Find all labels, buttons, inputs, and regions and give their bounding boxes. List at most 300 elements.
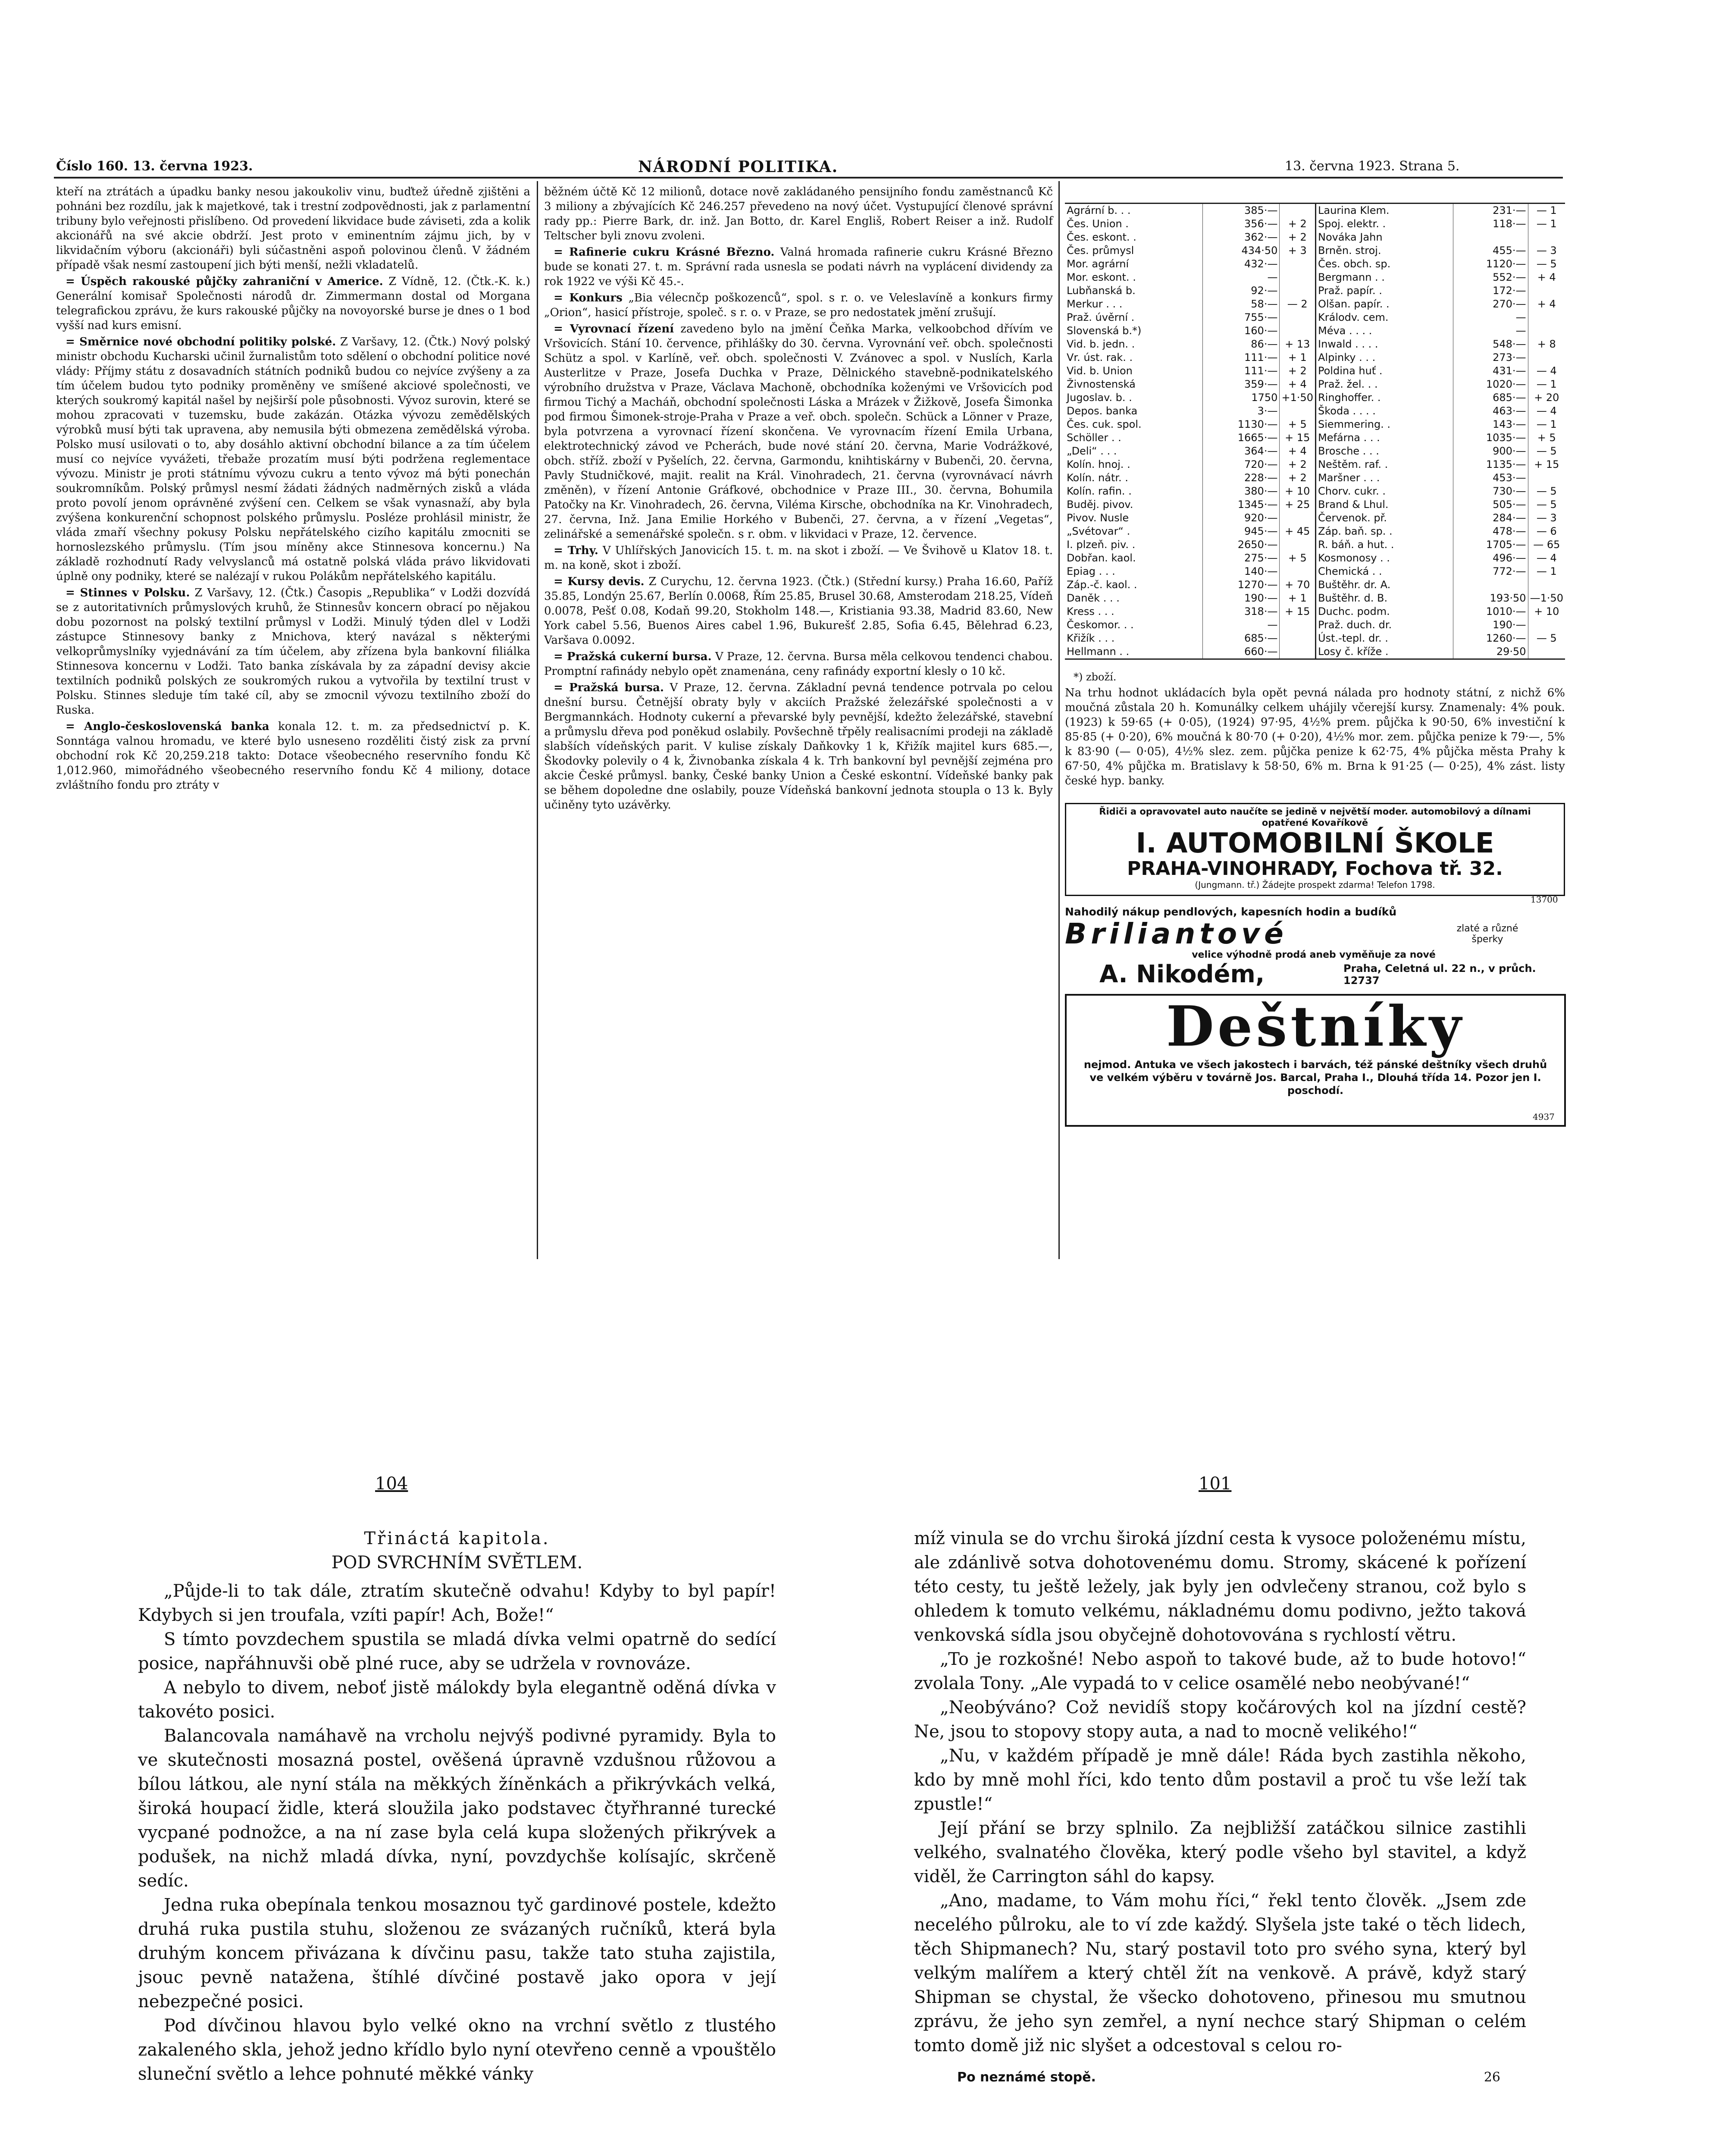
ad-number: 13700 [1531,894,1558,905]
novel-paragraph: „To je rozkošné! Nebo aspoň to takové bude, až to bude hotovo!“ zvolala Tony. „Ale vypadá to v celice osamělé nebo neobývané!“ [914,1649,1526,1693]
novel-paragraph: S tímto povzdechem spustila se mladá dívka velmi opatrně do sedící posice, napřáhnuvši obě plné ruce, aby se udržela v rovnováze. [138,1630,776,1673]
quote-price: 111·— [1202,364,1279,378]
quote-name: Agrární b. . . [1067,204,1131,216]
quote-change [1528,471,1565,485]
quote-price: 434·50 [1202,244,1279,257]
quote-change [1280,204,1315,217]
driving-school-ad [1065,803,1565,896]
quote-change: + 2 [1280,217,1315,231]
quote-price: 453·— [1453,471,1528,485]
quote-price: 685·— [1453,391,1528,404]
quote-name: Praž. papír. . [1316,284,1453,298]
ad-title: I. AUTOMOBILNÍ ŠKOLE [1136,827,1494,859]
novel-paragraph: A nebylo to divem, neboť jistě málokdy byla elegantně oděná dívka v takovéto posici. [138,1678,776,1722]
quote-change [1528,351,1565,364]
quote-row [1065,538,1315,552]
jewellery-ad [1065,906,1562,990]
quote-row [1065,605,1315,618]
quote-row [1065,565,1315,578]
quote-change: + 25 [1280,498,1315,511]
quote-price: 1130·— [1202,418,1279,431]
quote-row [1065,418,1315,431]
quote-change: + 2 [1280,364,1315,378]
quote-name: Pivov. Nusle [1067,512,1129,524]
quote-row [1065,271,1315,284]
ad-title: Briliantové [1065,917,1288,950]
quote-price [1453,578,1528,592]
quote-row [1316,391,1565,404]
quote-change: — 4 [1528,364,1565,378]
article-heading: = Anglo-československá banka konala 12. t. m. za předsednictví p. K. Sonntága valnou hromadu, ve které bylo usneseno rozděliti čistý zisk za první obchodní rok Kč 20,259.218 takto: Dotace všeobecného reservního fondu Kč 1,012.960, mimořádného všeobecného reservního fondu Kč 4 miliony, dotace zvláštního fondu pro ztráty v [56,720,530,792]
ad-text: velice výhodně prodá aneb vyměňuje za nové [1192,950,1436,960]
column-rule-2 [1058,181,1060,1259]
quote-price: 730·— [1453,485,1528,498]
ad-text: nejmod. Antuka ve všech jakostech i barvách, též pánské deštníky všech druhů ve velkém výběru v továrně Jos. Barcal, Praha I., Dlouhá třída 14. Pozor jen I. poschodí. [1083,1059,1547,1097]
quote-name: Čes. cuk. spol. [1067,418,1142,430]
quote-price: 359·— [1202,378,1279,391]
quote-row [1316,204,1565,217]
quote-price: — [1453,311,1528,324]
quote-change: — 4 [1528,552,1565,565]
quote-row [1065,391,1315,404]
quote-change: — 5 [1528,632,1565,645]
quote-change: + 70 [1280,578,1315,592]
quote-name: Čes. průmysl [1067,244,1134,257]
quote-change: + 5 [1528,431,1565,445]
novel-paragraph: Jedna ruka obepínala tenkou mosaznou tyč gardinové postele, kdežto druhá ruka pustila stuhu, složenou ze svázaných ručníků, která byla druhým koncem přivázana k dívčinu pasu, takže tato stuha zajistila, jsouc pevně natažena, štíhlé dívčiné postavě jako opora v její nebezpečné posici. [138,1895,776,2012]
quote-price: 548·— [1453,338,1528,351]
article-heading: = Kursy devis. Z Curychu, 12. června 1923. (Čtk.) (Střední kursy.) Praha 16.60, Paříž 35.85, Londýn 25.67, Berlín 0.0068, Řím 25.85, Brusel 30.68, Amsterodam 218.25, Vídeň 0.0078, Pešť 0.08, Kodaň 99.20, Stokholm 148.—, Kristiania 93.38, Madrid 83.60, New York cabel 5.56, Buenos Aires cabel 1.96, Bukurešť 2.85, Sofia 6.45, Bělehrad 6.23, Varšava 0.0092. [544,575,1053,647]
quote-name: Brněn. stroj. [1316,244,1453,257]
quote-row [1065,592,1315,605]
quote-change: + 15 [1528,458,1565,471]
quote-row [1316,485,1565,498]
quote-row [1065,378,1315,391]
quote-name: Duchc. podm. [1316,605,1453,618]
quote-price: 190·— [1202,592,1279,605]
quote-row [1316,418,1565,431]
quote-row [1316,298,1565,311]
quote-change: +1·50 [1280,391,1315,404]
quote-row [1316,511,1565,525]
quote-change: — 4 [1528,404,1565,418]
quote-row [1316,578,1565,592]
quote-row [1316,364,1565,378]
quote-price: 772·— [1453,565,1528,578]
quote-price: 1345·— [1202,498,1279,511]
quote-row [1065,618,1315,632]
quote-change: + 3 [1280,244,1315,257]
column-2 [544,185,1053,814]
ad-address: PRAHA-VINOHRADY, Fochova tř. 32. [1127,858,1503,880]
quote-change: — 1 [1528,378,1565,391]
quotes-text: Na trhu hodnot ukládacích byla opět pevná nálada pro hodnoty státní, z nichž 6% moučná zůstala 20 h. Komunálky celkem uhájily včerejší kursy. Znamenaly: 4% pouk. (1923) k 59·65 (+ 0·05), (1924) 97·95, 4½% prem. půjčka k 90·50, 6% investiční k 85·85 (+ 0·20), 6% moučná k 80·70 (+ 0·20), 4½% mor. zem. půjčka penize k 79·—, 5% k 83·90 (— 0·05), 4½% slez. zem. půjčka penize k 62·75, 4% půjčka města Prahy k 67·50, 4% půjčka m. Bratislavy k 58·50, 6% m. Brna k 91·25 (— 0·25), 4% zást. listy české hyp. banky. [1065,686,1565,787]
quote-name: Praž. žel. . . [1316,378,1453,391]
chapter-title: POD SVRCHNÍM SVĚTLEM. [331,1553,583,1573]
quote-row [1316,244,1565,257]
quote-change: — 5 [1528,498,1565,511]
quote-row [1316,271,1565,284]
quote-change: + 2 [1280,458,1315,471]
quote-name: Epiag . . . [1067,565,1115,577]
article-text: běžném účtě Kč 12 milionů, dotace nově zakládaného pensijního fondu zaměstnanců Kč 3 miliony a zbývajících Kč 246.257 převedeno na nový účet. Vystupující členové správní rady pp.: Pierre Bark, dr. inž. Jan Botto, dr. Karel Engliš, Robert Reiser a inž. Rudolf Teltscher byli znovu zvoleni. [544,185,1053,242]
quote-name: Spoj. elektr. . [1316,217,1453,231]
quote-change [1528,311,1565,324]
quote-name: Slovenská b.*) [1067,325,1142,337]
quote-row [1316,445,1565,458]
quote-name: Alpinky . . . [1316,351,1453,364]
quote-name: Brand & Lhul. [1316,498,1453,511]
quote-name: Daněk . . . [1067,592,1120,604]
quote-row [1065,364,1315,378]
quote-change: + 5 [1280,418,1315,431]
quote-name: „Deli“ . . . [1067,445,1117,457]
quote-name: Inwald . . . . [1316,338,1453,351]
quote-name: Kolín. hnoj. . [1067,458,1130,470]
quote-change: — 65 [1528,538,1565,552]
quote-name: Červenok. př. [1316,511,1453,525]
quote-name: „Svétovar“ . [1067,525,1130,537]
quote-name: Buštěhr. dr. A. [1316,578,1453,592]
quote-price: 1750 [1202,391,1279,404]
quote-price: 273·— [1453,351,1528,364]
quote-price: 1020·— [1453,378,1528,391]
quote-price: 478·— [1453,525,1528,538]
quote-price: 172·— [1453,284,1528,298]
quote-change [1280,271,1315,284]
quote-row [1316,284,1565,298]
masthead: NÁRODNÍ POLITIKA. [638,158,839,176]
quote-price: 118·— [1453,217,1528,231]
quote-row [1065,471,1315,485]
quote-row [1065,311,1315,324]
quote-change: + 45 [1280,525,1315,538]
quote-change: + 2 [1280,471,1315,485]
quote-price: 1035·— [1453,431,1528,445]
quote-change: + 8 [1528,338,1565,351]
quote-change: + 10 [1280,485,1315,498]
quote-change: + 4 [1280,445,1315,458]
quote-name: Králodv. cem. [1316,311,1453,324]
quote-price: — [1202,271,1279,284]
quote-change: + 2 [1280,231,1315,244]
quote-change: — 2 [1280,298,1315,311]
quote-price: 900·— [1453,445,1528,458]
quote-name: Hellmann . . [1067,646,1130,658]
quote-price: 660·— [1202,645,1279,658]
quote-change [1280,511,1315,525]
quote-name: Mor. agrární [1067,258,1129,270]
ad-text: Nahodilý nákup pendlových, kapesních hodin a budíků [1065,906,1397,918]
quote-change [1280,404,1315,418]
quote-name: Brosche . . . [1316,445,1453,458]
quote-price: 58·— [1202,298,1279,311]
quote-price: 160·— [1202,324,1279,338]
quote-name: Merkur . . . [1067,298,1123,310]
quote-row [1065,244,1315,257]
quote-change [1528,645,1565,658]
quote-name: Čes. Union . [1067,218,1129,230]
quote-price: 1270·— [1202,578,1279,592]
novel-paragraph: „Nu, v každém případě je mně dále! Ráda bych zastihla někoho, kdo by mně mohl říci, kdo tento dům postavil a proč tu vše leží tak zpustle!“ [914,1746,1526,1814]
quote-price: 720·— [1202,458,1279,471]
chapter-number: Třináctá kapitola. [364,1529,550,1548]
ad-text: zlaté a různé šperky [1456,923,1518,945]
quote-change [1280,565,1315,578]
article-heading: = Úspěch rakouské půjčky zahraniční v Americe. Z Vídně, 12. (Čtk.-K. k.) Generální komisař Společnosti národů dr. Zimmermann dostal od Morgana telegrafickou zprávu, že kurs rakouské půjčky na novoyorské burse je dnes o 1 bod vyšší nad kurs emisní. [56,275,531,332]
quote-price: 1120·— [1453,257,1528,271]
novel-paragraph: „Půjde-li to tak dále, ztratím skutečně odvahu! Kdyby to byl papír! Kdybych si jen troufala, vzíti papír! Ach, Bože!“ [138,1581,776,1625]
quote-name: Živnostenská [1067,378,1136,390]
quote-row [1316,378,1565,391]
quote-row [1065,204,1315,217]
quote-row [1065,404,1315,418]
quote-name: Depos. banka [1067,405,1138,417]
quote-name: Českomor. . . [1067,619,1134,631]
quote-price: 385·— [1202,204,1279,217]
quote-row [1316,618,1565,632]
quote-change: — 6 [1528,525,1565,538]
quote-name: Čes. obch. sp. [1316,257,1453,271]
quote-change [1280,311,1315,324]
page-info: 13. června 1923. Strana 5. [1285,159,1460,174]
quote-change: + 15 [1280,605,1315,618]
quote-row [1316,231,1565,244]
quote-row [1065,338,1315,351]
quote-change: —1·50 [1528,592,1565,605]
quote-row [1316,311,1565,324]
quote-name: Nováka Jahn [1316,231,1453,244]
quote-price: 190·— [1453,618,1528,632]
quote-name: Úst.-tepl. dr. . [1316,632,1453,645]
quote-row [1316,404,1565,418]
header-rule [54,177,1563,179]
quote-row [1316,338,1565,351]
quote-name: Kress . . . [1067,605,1114,617]
article-heading: = Konkurs „Bia vélecnčp poškozenců“, spol. s r. o. ve Veleslavíně a konkurs firmy „Orion“, hasicí přístroje, společ. s r. o. v Praze, se pro nedostatek jmění zrušují. [544,291,1053,319]
quote-change [1280,632,1315,645]
novel-page-left [138,1526,776,2086]
quotes-footnote: *) zboží. [1074,671,1117,683]
quote-change: — 3 [1528,511,1565,525]
quote-row [1065,645,1315,658]
quote-change [1528,324,1565,338]
quote-price: 1705·— [1453,538,1528,552]
quote-row [1316,605,1565,618]
quote-row [1065,231,1315,244]
quote-change: + 5 [1280,552,1315,565]
quote-name: Neštěm. raf. . [1316,458,1453,471]
column-1 [56,185,530,794]
quote-row [1065,298,1315,311]
quote-price [1453,231,1528,244]
quote-row [1316,217,1565,231]
quote-row [1316,458,1565,471]
quote-price: 552·— [1453,271,1528,284]
quote-name: Schöller . . [1067,432,1121,444]
quote-name: Praž. úvěrní . [1067,311,1135,323]
quote-row [1316,257,1565,271]
quote-change [1528,618,1565,632]
quote-change: — 1 [1528,204,1565,217]
quote-name: Mor. eskont. . [1067,271,1136,283]
quote-row [1316,632,1565,645]
quote-change: — 1 [1528,565,1565,578]
article-heading: = Rafinerie cukru Krásné Březno. Valná hromada rafinerie cukru Krásné Březno bude se konati 27. t. m. Správní rada usnesla se podati návrh na vyplácení dividendy za rok 1922 ve výši Kč 45.-. [544,246,1053,288]
quote-change: + 4 [1528,298,1565,311]
quote-price: 193·50 [1453,592,1528,605]
quote-name: Vid. b. Union [1067,365,1133,377]
quote-change [1280,645,1315,658]
quote-price: 86·— [1202,338,1279,351]
quote-row [1065,511,1315,525]
quote-row [1316,592,1565,605]
quote-name: Olšan. papír. . [1316,298,1453,311]
article-heading: = Vyrovnací řízení zavedeno bylo na jmění Čeňka Marka, velkoobchod dřívím ve Vršovicích. Stání 10. července, přihlášky do 30. června. Vyrovnání veř. obch. společnosti Schütz a spol. v Karlíně, veř. obch. společnosti V. Zvánovec a spol. v Nuslích, Karla Austerlitze v Praze, Josefa Duchka v Praze, Dělnického stavebně-podnikatelského výrobního družstva v Praze, Václava Machoně, obchodníka koženými ve Vršovicích pod firmou Tichý a Macháň, obchodní společnosti Láska a Mrázek v Žižkově, Josefa Šimonka pod firmou Šimonek-stroje-Praha v Praze a veř. obch. společn. Schück a Lönner v Praze, byla potvrzena a vyrovnací řízení skončena. Ve vyrovnacím řízení Emila Urbana, elektrotechnický závod ve Pcherách, bude nové stání 20. června, Marie Vodrážkové, obch. stříž. zboží v Pyšelích, 22. června, Garmondu, knihtiskárny v Bubenči, 20. června, Pavly Studničkové, majit. realit na Král. Vinohradech, 21. června (vyrovnávací návrh změněn), v řízení Antonie Gráfkové, obchodnice v Praze III., 30. června, Bohumila Patočky na Kr. Vinohradech, 26. června, Viléma Kirsche, obchodníka na Kr. Vinohradech, 27. června, Inž. Jana Emilie Horkého v Bubenči, 27. června, a v řízení „Vegetas“, zelinářské a semenářské společn. s r. obm. v likvidaci v Praze, 12. července. [544,323,1053,541]
quote-name: R. báň. a hut. . [1316,538,1453,552]
quote-name: Vid. b. jedn. . [1067,338,1135,350]
quote-price: 455·— [1453,244,1528,257]
quote-name: Křižík . . . [1067,632,1115,644]
quote-row [1065,431,1315,445]
quote-price: 143·— [1453,418,1528,431]
quote-row [1316,471,1565,485]
quote-price: 228·— [1202,471,1279,485]
article-heading: = Stinnes v Polsku. Z Varšavy, 12. (Čtk.) Časopis „Republika“ v Lodži dozvídá se z autoritativních průmyslových kruhů, že Stinnesův koncern obrací po nějakou dobu pozornost na polský textilní průmysl v Lodži. Minulý týden dlel v Lodži zástupce Stinnesovy banky z Mnichova, který navázal s některými velkoprůmyslníky vyjednávání za tím účelem, aby zřízena byla bankovní filiálka Stinnesova koncernu v Lodži. Tato banka získávala by za západní devisy akcie textilních podniků polských ze soukromých rukou a vytvořila by textilní trust v Polsku. Stinnes sleduje tím také cíl, aby se zmocnil vývozu textilního zboží do Ruska. [56,586,530,717]
quote-price: 1665·— [1202,431,1279,445]
stock-quotes [1065,203,1565,660]
quote-change [1280,538,1315,552]
ad-address: Praha, Celetná ul. 22 n., v průch. 12737 [1343,962,1536,987]
quote-row [1316,645,1565,658]
quote-row [1065,351,1315,364]
quote-row [1316,525,1565,538]
quote-row [1316,538,1565,552]
novel-paragraph: Její přání se brzy splnilo. Za nejbližší zatáčkou silnice zastihli velkého, svalnatého člověka, který podle všeho byl stavitel, a když viděl, že Carrington sáhl do kapsy. [914,1818,1526,1887]
quote-name: Losy č. kříže . [1316,645,1453,658]
column-rule-1 [537,181,538,1259]
novel-page-right [914,1526,1526,2090]
quote-row [1065,257,1315,271]
quote-name: Praž. duch. dr. [1316,618,1453,632]
novel-paragraph: Pod dívčinou hlavou bylo velké okno na vrchní světlo z tlustého zakaleného skla, jehož jedno křídlo bylo nyní otevřeno cenně a vpouštělo sluneční světlo a lehce pohnuté měkké vánky [138,2016,776,2084]
quote-change [1280,618,1315,632]
ad-title: Deštníky [1166,994,1465,1059]
quote-price: 1135·— [1453,458,1528,471]
ad-text: Řidiči a opravovatel auto naučíte se jedině v největší moder. automobilový a dílnami opatřené Kovaříkově [1099,806,1531,828]
quote-price: 432·— [1202,257,1279,271]
article-heading: = Pražská cukerní bursa. V Praze, 12. června. Bursa měla celkovou tendenci chabou. Promptní rafinády nebylo opět znamenána, ceny rafinády exportní klesly o 10 kč. [544,650,1053,678]
quote-price: 111·— [1202,351,1279,364]
quote-name: Chemická . . [1316,565,1453,578]
quotes-table-left [1065,204,1315,658]
quote-name: Záp.-č. kaol. . [1067,579,1137,591]
quote-price: 431·— [1453,364,1528,378]
quote-row [1065,324,1315,338]
quote-change: + 13 [1280,338,1315,351]
quote-change: — 5 [1528,445,1565,458]
quote-row [1316,431,1565,445]
quote-row [1316,351,1565,364]
quote-name: Lubňanská b. [1067,285,1136,297]
quote-row [1065,632,1315,645]
quote-name: Mefárna . . . [1316,431,1453,445]
quote-name: Maršner . . . [1316,471,1453,485]
quote-name: Buděj. pivov. [1067,498,1133,511]
quote-name: Čes. eskont. . [1067,231,1136,243]
quote-name: Poldina huť . [1316,364,1453,378]
article-text: kteří na ztrátách a úpadku banky nesou jakoukoliv vinu, buďtež úředně zjištěni a pohnáni bez rozdílu, jak k majetkové, tak i trestní zodpovědnosti, jak z parlamentní tribuny bylo veřejnosti přislíbeno. Od provedení likvidace bude záviseti, zda a kolik akcionářů na své akcie obdrží. Jest proto v eminentním zájmu jich, by v likvidačním výboru (akcionáři) byli súčastněni aspoň polovinou členů. V žádném případě však nesmí zastoupení jich býti menší, nežli vkladatelů. [56,185,530,272]
quote-change: — 3 [1528,244,1565,257]
quote-row [1316,565,1565,578]
quote-name: Kosmonosy . . [1316,552,1453,565]
quote-change [1528,284,1565,298]
quote-row [1065,498,1315,511]
quote-price: 1010·— [1453,605,1528,618]
quote-name: Ringhoffer. . [1316,391,1453,404]
umbrella-ad [1065,994,1566,1127]
quote-name: Laurina Klem. [1316,204,1453,217]
quote-change: + 15 [1280,431,1315,445]
quote-price: 3·— [1202,404,1279,418]
novel-paragraph: „Neobýváno? Což nevidíš stopy kočárových kol na jízdní cestě? Ne, jsou to stopovy stopy auta, a nad to mocně velikého!“ [914,1698,1526,1742]
quote-name: Bergmann . . [1316,271,1453,284]
quote-price: 505·— [1453,498,1528,511]
quote-change: — 5 [1528,257,1565,271]
ad-footer: (Jungmann. tř.) Žádejte prospekt zdarma! Telefon 1798. [1195,880,1435,890]
quote-row [1065,525,1315,538]
sheet-number: 26 [1484,2070,1500,2085]
quote-change: + 10 [1528,605,1565,618]
quote-price: 140·— [1202,565,1279,578]
quote-price: 29·50 [1453,645,1528,658]
quote-change [1280,324,1315,338]
quote-change: + 1 [1280,351,1315,364]
quote-change [1528,231,1565,244]
ad-number: 4937 [1533,1112,1555,1122]
quote-row [1065,552,1315,565]
quote-name: Méva . . . . [1316,324,1453,338]
article-heading: = Pražská bursa. V Praze, 12. června. Základní pevná tendence potrvala po celou dnešní bursu. Četnější obraty byly v akciích Pražské železářské společnosti a v Bergmannkách. Hodnoty cukerní a převarské byly pevnější, kdežto železářské, stavební a průmyslu dřeva pod poněkud oslabily. Povšechně třpěly realisacními prodeji na základě slabších vídeňských parit. V kulise získaly Daňkovky 1 k, Křižík majitel kurs 685.—, Škodovky polevily o 4 k, Živnobanka získala 4 k. Trh bankovní byl pevnější zejména pro akcie České průmysl. banky, České banky Union a České eskontní. Vídeňské banky pak se během dopoledne dne oslabily, pouze Vídeňská bankovní jednota stoupla o 13 k. Byly učiněny tyto uzávěrky. [544,681,1053,812]
quotes-table-right [1315,204,1565,658]
quote-change [1280,257,1315,271]
ad-name: A. Nikodém, [1099,960,1265,988]
quote-row [1316,324,1565,338]
quote-price: 945·— [1202,525,1279,538]
quote-name: Záp. baň. sp. . [1316,525,1453,538]
book-title-footer: Po neznámé stopě. [957,2070,1096,2085]
quote-price: 270·— [1453,298,1528,311]
quote-row [1065,217,1315,231]
quote-price: 275·— [1202,552,1279,565]
quote-price: 920·— [1202,511,1279,525]
quote-price: 356·— [1202,217,1279,231]
novel-paragraph: „Ano, madame, to Vám mohu říci,“ řekl tento člověk. „Jsem zde necelého půlroku, ale to ví zde každý. Slyšela jste také o těch lidech, těch Shipmanech? Nu, starý postavil toto pro svého syna, který byl velkým malířem a který chtěl žít na venkově. A právě, když starý Shipman se chystal, že všecko dohotoveno, přinesou mu smutnou zprávu, že jeho syn zemřel, a nyní nechce starý Shipman o celém tomto domě již nic slyšet a odcestoval s celou ro- [914,1891,1526,2056]
quote-row [1065,445,1315,458]
quote-price: 463·— [1453,404,1528,418]
quote-price: 755·— [1202,311,1279,324]
quote-price: 231·— [1453,204,1528,217]
quote-price: 685·— [1202,632,1279,645]
quote-row [1065,578,1315,592]
quote-name: Buštěhr. d. B. [1316,592,1453,605]
quote-price: — [1453,324,1528,338]
article-heading: = Trhy. V Uhlířských Janovicích 15. t. m. na skot i zboží. — Ve Švihově u Klatov 18. t. m. na koně, skot i zboží. [544,544,1053,572]
quote-change [1280,284,1315,298]
quote-price: 362·— [1202,231,1279,244]
quote-name: Jugoslav. b. . [1067,392,1132,404]
quote-name: Dobřan. kaol. [1067,552,1136,564]
